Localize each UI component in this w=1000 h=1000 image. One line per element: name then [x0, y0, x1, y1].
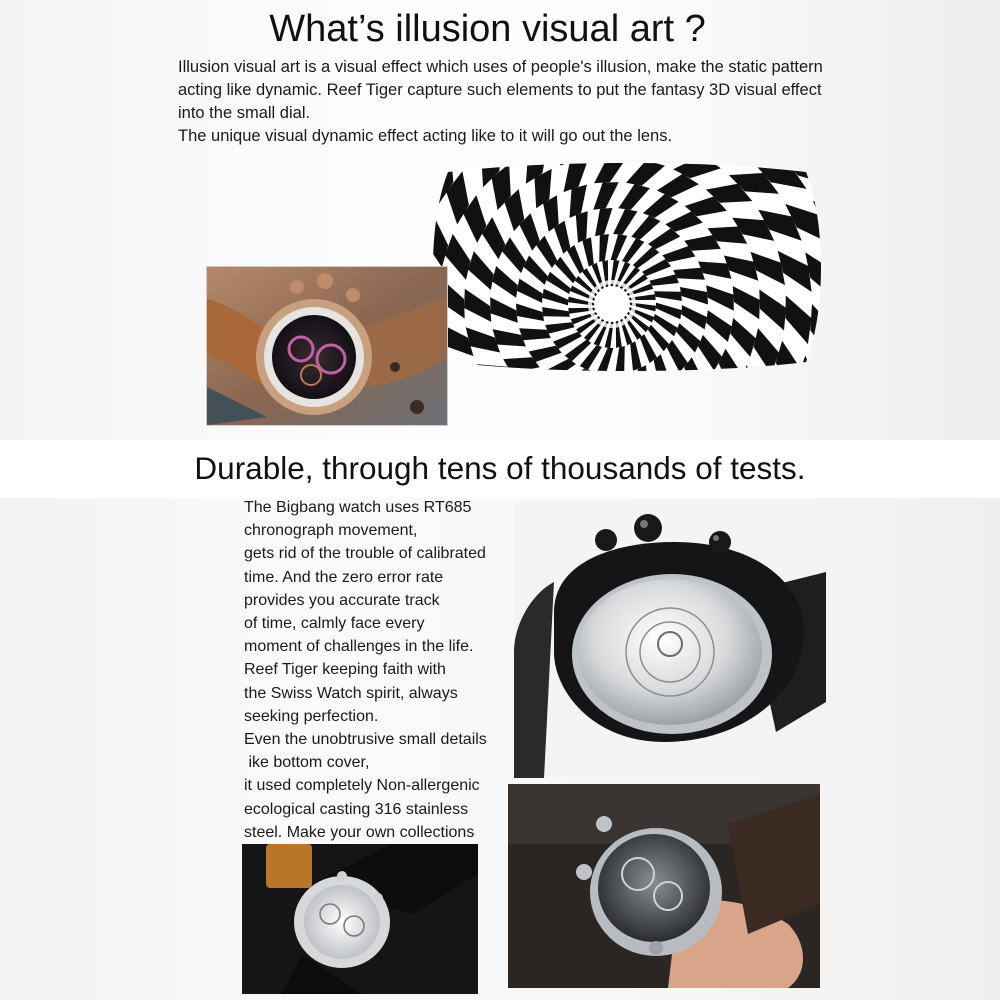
description-line: The Bigbang watch uses RT685: [244, 499, 472, 516]
illusion-stripe: [450, 367, 492, 372]
description-line: steel. Make your own collections: [244, 823, 475, 841]
description-line: ecological casting 316 stainless: [244, 800, 469, 818]
intro-text: [178, 56, 838, 148]
description-line: chronograph movement,: [244, 522, 418, 540]
description-line: ike bottom cover,: [244, 754, 370, 772]
description-line: of time, calmly face every: [244, 615, 425, 633]
illusion-stripe: [471, 162, 497, 163]
page-title: What’s illusion visual art ?: [269, 8, 706, 50]
description-line: seeking perfection.: [244, 707, 379, 725]
illusion-stripe: [428, 162, 441, 182]
section-title: Durable, through tens of thousands of tests.: [194, 450, 806, 486]
description-line: moment of challenges in the life.: [244, 638, 474, 656]
illusion-stripe: [810, 304, 826, 360]
description-line: time. And the zero error rate: [244, 568, 444, 586]
watch-dark-strap-image: [242, 844, 478, 994]
watch-leather-image: [206, 266, 448, 426]
description-line: Even the unobtrusive small details: [244, 731, 487, 749]
illusion-pattern-image: [428, 162, 826, 372]
description-line: Reef Tiger keeping faith with: [244, 661, 446, 679]
intro-paragraph-2: The unique visual dynamic effect acting like to it will go out the lens.: [178, 127, 673, 145]
description-line: it used completely Non-allergenic: [244, 777, 480, 795]
description-text: [244, 496, 519, 844]
description-line: the Swiss Watch spirit, always: [244, 684, 458, 702]
watch-in-hand-image: [508, 784, 820, 988]
description-line: gets rid of the trouble of calibrated: [244, 545, 486, 563]
intro-paragraph-1: Illusion visual art is a visual effect which uses of people's illusion, make the static pattern acting like dynamic. Reef Tiger capture such elements to put the fantasy 3D visual effect into the small dial.: [178, 58, 823, 122]
description-line: provides you accurate track: [244, 591, 440, 609]
watch-caseback-image: [514, 502, 826, 778]
